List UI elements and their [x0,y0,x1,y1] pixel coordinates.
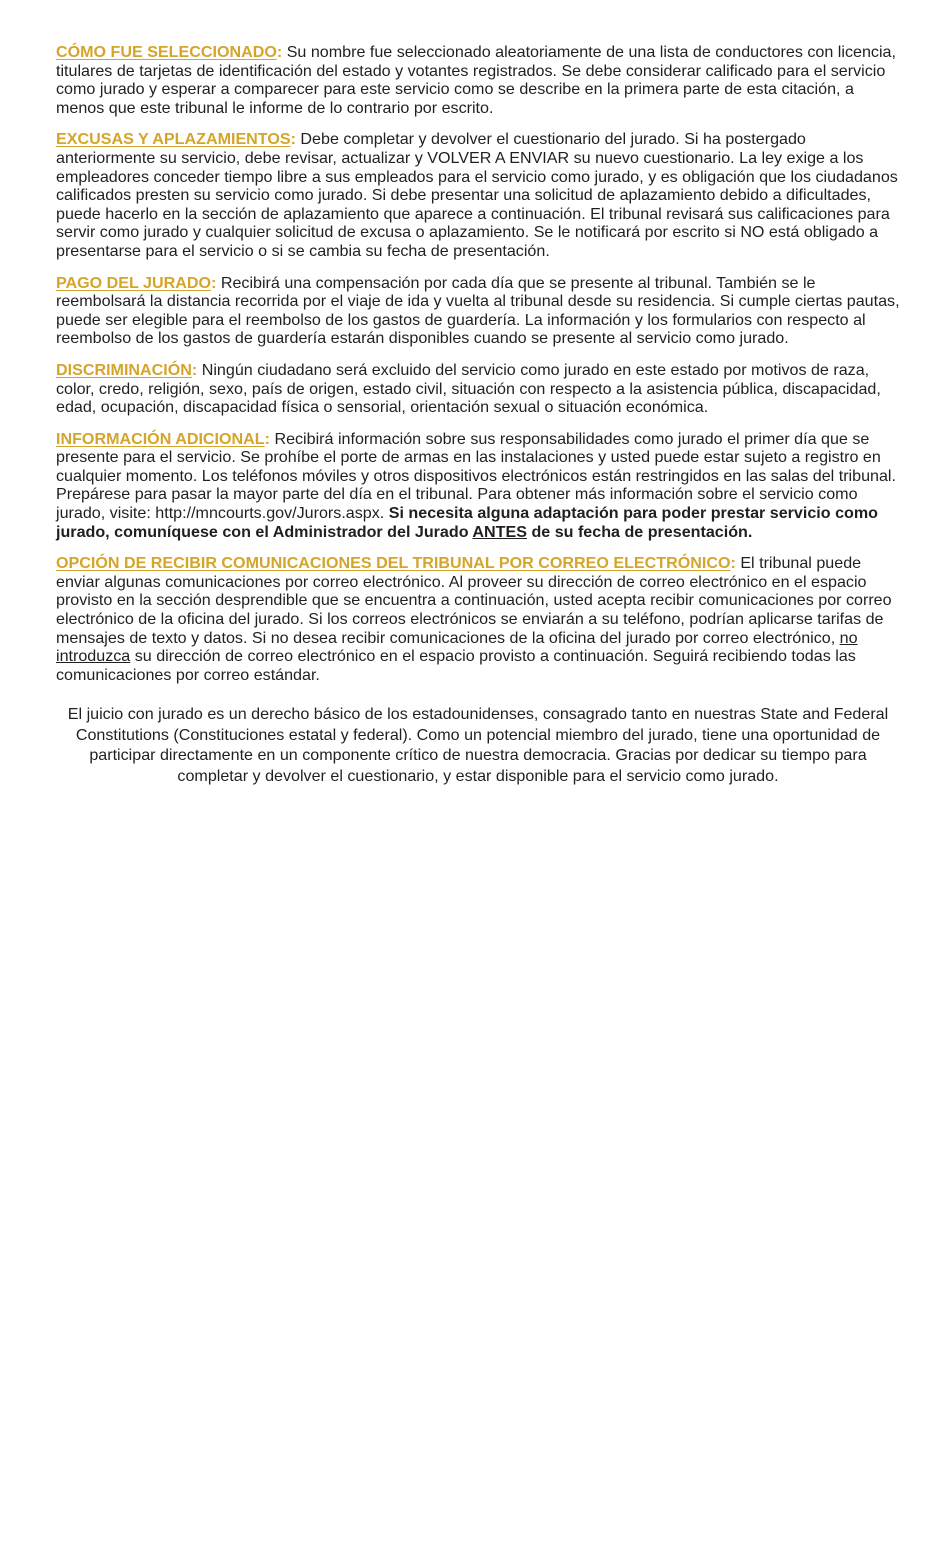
section-body-end: su dirección de correo electrónico en el espacio provisto a continuación. Seguirá recibiendo todas las comunicaciones por correo estándar. [56,647,856,684]
section-additional-info [56,430,900,542]
section-heading: DISCRIMINACIÓN [56,360,192,379]
section-juror-pay [56,274,900,348]
heading-colon: : [191,360,198,379]
heading-colon: : [730,554,736,573]
section-body: Su nombre fue seleccionado aleatoriamente de una lista de conductores con licencia, titulares de tarjetas de identificación del estado y votantes registrados. Se debe considerar calificado para el servicio como jurado y esperar a comparecer para este servicio como se describe en la primera parte de esta citación, a menos que este tribunal le informe de lo contrario por escrito. [56,43,896,117]
before-emphasis: ANTES [472,522,527,541]
heading-colon: : [264,429,270,448]
section-body: Debe completar y devolver el cuestionario del jurado. Si ha postergado anteriormente su servicio, debe revisar, actualizar y VOLVER A ENVIAR su nuevo cuestionario. La ley exige a los empleadores conceder tiempo libre a sus empleados para el servicio como jurado, y es obligación que los ciudadanos calificados presten su servicio como jurado. Si debe presentar una solicitud de aplazamiento debido a dificultades, puede hacerlo en la sección de aplazamiento que aparece a continuación. El tribunal revisará sus calificaciones para servir como jurado y cualquier solicitud de excusa o aplazamiento. Se le notificará por escrito si NO está obligado a presentarse para el servicio o si se cambia su fecha de presentación. [56,130,898,260]
section-discrimination [56,361,900,417]
heading-colon: : [211,273,217,292]
section-body: Recibirá información sobre sus responsabilidades como jurado el primer día que se presente para el servicio. Se prohíbe el porte de armas en las instalaciones y usted puede estar sujeto a registro en cualquier momento. Los teléfonos móviles y otros dispositivos electrónicos están restringidos en las salas del tribunal. Prepárese para pasar la mayor parte del día en el tribunal. Para obtener más información sobre el servicio como jurado, visite: http://mncourts.gov/Jurors.aspx. [56,429,896,523]
section-how-selected [56,43,900,117]
section-excuses-postponements [56,130,900,260]
section-body: Ningún ciudadano será excluido del servicio como jurado en este estado por motivos de raza, color, credo, religión, sexo, país de origen, estado civil, situación con respecto a la asistencia pública, discapacidad, edad, ocupación, discapacidad física o sensorial, orientación sexual o situación económica. [56,360,881,417]
heading-colon: : [276,43,283,61]
section-email-option [56,554,900,684]
section-heading: INFORMACIÓN ADICIONAL [56,429,265,448]
section-heading: OPCIÓN DE RECIBIR COMUNICACIONES DEL TRIBUNAL POR CORREO ELECTRÓNICO [56,554,731,573]
section-heading: EXCUSAS Y APLAZAMIENTOS [56,130,291,149]
accommodation-notice-end: de su fecha de presentación. [526,522,753,541]
closing-statement: El juicio con jurado es un derecho básico de los estadounidenses, consagrado tanto en nuestras State and Federal Constitutions (Constituciones estatal y federal). Como un potencial miembro del jurado, tiene una oportunidad de participar directamente en un componente crítico de nuestra democracia. Gracias por dedicar su tiempo para completar y devolver el cuestionario, y estar disponible para el servicio como jurado. [67,705,889,785]
heading-colon: : [290,130,296,149]
accommodation-notice: Si necesita alguna adaptación para poder prestar servicio como jurado, comuníquese con el Administrador del Jurado [56,504,878,541]
section-body: El tribunal puede enviar algunas comunicaciones por correo electrónico. Al proveer su dirección de correo electrónico en el espacio provisto en la sección desprendible que se encuentra a continuación, usted acepta recibir comunicaciones por correo electrónico de la oficina del jurado. Si los correos electrónicos se enviarán a su teléfono, podrían aplicarse tarifas de mensajes de texto y datos. Si no desea recibir comunicaciones de la oficina del jurado por correo electrónico, [56,554,892,647]
section-heading: PAGO DEL JURADO [56,273,211,292]
do-not-enter-emphasis: no introduzca [56,628,858,666]
section-body: Recibirá una compensación por cada día que se presente al tribunal. También se le reembolsará la distancia recorrida por el viaje de ida y vuelta al tribunal desde su residencia. Si cumple ciertas pautas, puede ser elegible para el reembolso de los gastos de guardería. La información y los formularios con respecto al reembolso de los gastos de guardería estarán disponibles cuando se presente al servicio como jurado. [56,273,900,348]
section-heading: CÓMO FUE SELECCIONADO [56,43,277,61]
